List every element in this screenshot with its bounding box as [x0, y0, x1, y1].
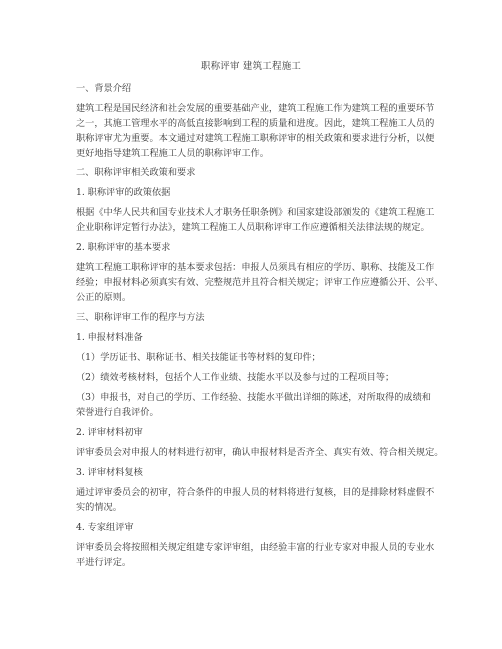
section-heading-policy: 二、职称评审相关政策和要求 [76, 167, 196, 178]
paragraph-line: 实的情况。 [76, 502, 122, 513]
paragraph-line: 评审委员会将按照相关规定组建专家评审组，由经验丰富的行业专家对申报人员的专业水 [76, 542, 435, 553]
paragraph-line: 更好地指导建筑工程施工人员的职称评审工作。 [76, 148, 269, 159]
section-heading-procedure: 三、职称评审工作的程序与方法 [76, 312, 205, 323]
list-item-continuation: 荣誉进行自我评价。 [76, 407, 159, 418]
list-item: （2）绩效考核材料，包括个人工作业绩、技能水平以及参与过的工程项目等； [76, 372, 395, 383]
subheading-recheck: 3. 评审材料复核 [76, 467, 143, 478]
paragraph-line: 建筑工程施工职称评审的基本要求包括：申报人员须具有相应的学历、职称、技能及工作 [76, 262, 435, 273]
subheading-policy-basis: 1. 职称评审的政策依据 [76, 187, 171, 198]
paragraph-line: 之一，其施工管理水平的高低直接影响到工程的质量和进度。因此，建筑工程施工人员的 [76, 118, 435, 129]
list-item: （3）申报书，对自己的学历、工作经验、技能水平做出详细的陈述，对所取得的成绩和 [76, 392, 431, 403]
list-item: （1）学历证书、职称证书、相关技能证书等材料的复印件； [76, 352, 321, 363]
document-title: 职称评审 建筑工程施工 [200, 61, 302, 72]
subheading-materials-preparation: 1. 申报材料准备 [76, 332, 143, 343]
paragraph-line: 评审委员会对申报人的材料进行初审，确认申报材料是否齐全、真实有效、符合相关规定。 [76, 447, 444, 458]
paragraph-line: 企业职称评定暂行办法》，建筑工程施工人员职称评审工作应遵循相关法律法规的规定。 [76, 222, 430, 233]
paragraph-line: 公正的原则。 [76, 292, 132, 303]
subheading-basic-requirements: 2. 职称评审的基本要求 [76, 242, 171, 253]
paragraph-line: 经验；申报材料必须真实有效、完整规范并且符合相关规定；评审工作应遵循公开、公平、 [76, 277, 444, 288]
subheading-initial-review: 2. 评审材料初审 [76, 427, 143, 438]
paragraph-line: 建筑工程是国民经济和社会发展的重要基础产业，建筑工程施工作为建筑工程的重要环节 [76, 103, 435, 114]
paragraph-line: 职称评审尤为重要。本文通过对建筑工程施工职称评审的相关政策和要求进行分析，以便 [76, 133, 435, 144]
section-heading-background: 一、背景介绍 [76, 83, 132, 94]
paragraph-line: 平进行评定。 [76, 557, 132, 568]
paragraph-line: 通过评审委员会的初审，符合条件的申报人员的材料将进行复核，目的是排除材料虚假不 [76, 487, 435, 498]
subheading-expert-review: 4. 专家组评审 [76, 522, 134, 533]
paragraph-line: 根据《中华人民共和国专业技术人才职务任职条例》和国家建设部颁发的《建筑工程施工 [76, 207, 435, 218]
